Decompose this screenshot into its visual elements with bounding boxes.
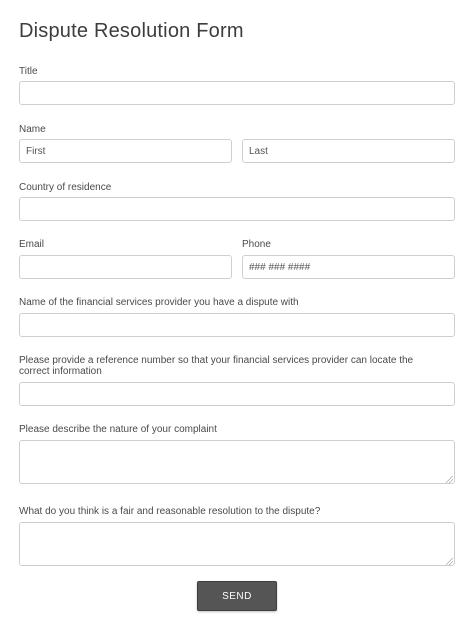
last-name-input[interactable] bbox=[242, 139, 455, 163]
resolution-label: What do you think is a fair and reasonable resolution to the dispute? bbox=[19, 506, 321, 517]
name-label: Name bbox=[19, 124, 46, 135]
title-label: Title bbox=[19, 66, 38, 77]
first-name-input[interactable] bbox=[19, 139, 232, 163]
country-input[interactable] bbox=[19, 197, 455, 221]
phone-input[interactable] bbox=[242, 255, 455, 279]
title-input[interactable] bbox=[19, 81, 455, 105]
country-label: Country of residence bbox=[19, 182, 112, 193]
email-label: Email bbox=[19, 239, 45, 250]
send-button[interactable]: SEND bbox=[197, 581, 277, 611]
resolution-resize-handle[interactable] bbox=[446, 558, 453, 565]
email-input[interactable] bbox=[19, 255, 232, 279]
reference-label: Please provide a reference number so that your financial services provider can locate the correct information bbox=[19, 355, 414, 377]
page-title: Dispute Resolution Form bbox=[19, 20, 244, 42]
complaint-label: Please describe the nature of your complaint bbox=[19, 424, 217, 435]
complaint-resize-handle[interactable] bbox=[446, 476, 453, 483]
phone-label: Phone bbox=[242, 239, 271, 250]
complaint-textarea[interactable] bbox=[19, 440, 455, 484]
resolution-textarea[interactable] bbox=[19, 522, 455, 566]
reference-input[interactable] bbox=[19, 382, 455, 406]
provider-input[interactable] bbox=[19, 313, 455, 337]
provider-label: Name of the financial services provider you have a dispute with bbox=[19, 297, 299, 308]
